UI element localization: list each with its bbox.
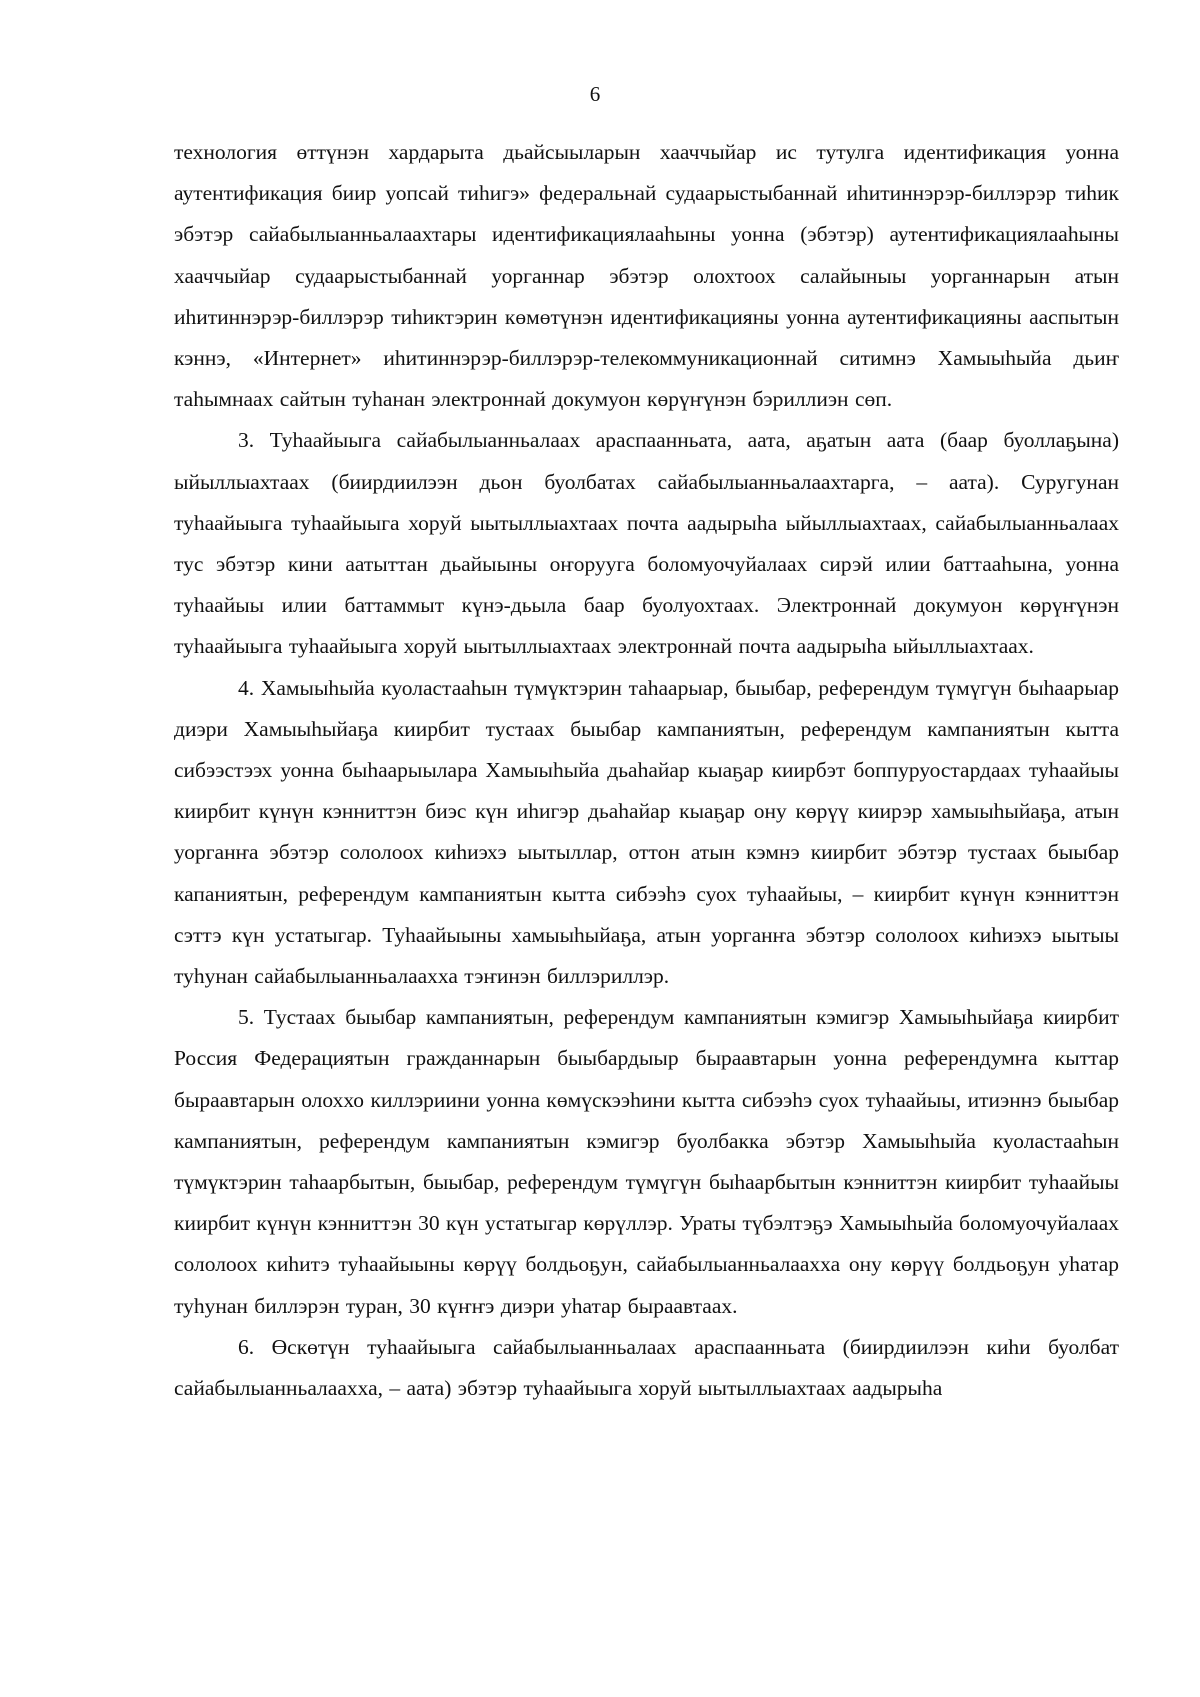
paragraph-item-6: 6. Өскөтүн туһаайыыга сайабылыанньалаах араспаанньата (биирдиилээн киһи буолбат сайабылыанньалаахха, – аата) эбэтэр туһаайыыга хоруй ыытыллыахтаах аадырыһа [174, 1334, 1119, 1401]
document-body [174, 132, 1119, 1409]
paragraph-item-4: 4. Хамыыһыйа куоластааһын түмүктэрин таһаарыар, быыбар, референдум түмүгүн быһаарыар диэри Хамыыһыйаҕа киирбит тустаах быыбар кампаниятын, референдум кампаниятын кытта сибээстээх уонна быһаарыылара Хамыыһыйа дьаһайар кыаҕар киирбэт боппуруостардаах туһаайыы киирбит күнүн кэнниттэн биэс күн иһигэр дьаһайар кыаҕар ону көрүү киирэр хамыыһыйаҕа, атын уорганҥа эбэтэр сололоох киһиэхэ ыытыллар, оттон атын кэмнэ киирбит эбэтэр тустаах быыбар капаниятын, референдум кампаниятын кытта сибээһэ суох туһаайыы, – киирбит күнүн кэнниттэн сэттэ күн устатыгар. Туһаайыыны хамыыһыйаҕа, атын уорганҥа эбэтэр сололоох киһиэхэ ыытыы туһунан сайабылыанньалаахха тэҥинэн биллэриллэр. [174, 675, 1119, 989]
page-number: 6 [589, 82, 601, 106]
paragraph-item-5: 5. Тустаах быыбар кампаниятын, референдум кампаниятын кэмигэр Хамыыһыйаҕа киирбит Россия Федерациятын гражданнарын быыбардыыр быраавтарын уонна референдумҥа кыттар быраавтарын олоххо киллэриини уонна көмүскээһини кытта сибээһэ суох туһаайыы, итиэннэ быыбар кампаниятын, референдум кампаниятын кэмигэр буолбакка эбэтэр Хамыыһыйа куоластааһын түмүктэрин таһаарбытын, быыбар, референдум түмүгүн быһаарбытын кэнниттэн киирбит туһаайыы киирбит күнүн кэнниттэн 30 күн устатыгар көрүллэр. Ураты түбэлтэҕэ Хамыыһыйа боломуочуйалаах сололоох киһитэ туһаайыыны көрүү болдьоҕун, сайабылыанньалаахха ону көрүү болдьоҕун уһатар туһунан биллэрэн туран, 30 күҥҥэ диэри уһатар быраавтаах. [174, 1005, 1120, 1318]
paragraph-continuation: технология өттүнэн хардарыта дьайсыыларын хааччыйар ис тутулга идентификация уонна аутентификация биир уопсай тиһигэ» федеральнай судаарыстыбаннай иһитиннэрэр-биллэрэр тиһик эбэтэр сайабылыанньалаахтары идентификациялааһыны уонна (эбэтэр) аутентификациялааһыны хааччыйар судаарыстыбаннай уорганнар эбэтэр олохтоох салайыныы уорганнарын атын иһитиннэрэр-биллэрэр тиһиктэрин көмөтүнэн идентификацияны уонна аутентификацияны ааспытын кэннэ, «Интернет» иһитиннэрэр-биллэрэр-телекоммуникационнай ситимнэ Хамыыһыйа дьиҥ таһымнаах сайтын туһанан электроннай докумуон көрүҥүнэн бэриллиэн сөп. [174, 140, 1119, 412]
paragraph-item-3: 3. Туһаайыыга сайабылыанньалаах араспаанньата, аата, аҕатын аата (баар буоллаҕына) ыйыллыахтаах (биирдиилээн дьон буолбатах сайабылыанньалаахтарга, – аата). Суругунан туһаайыыга туһаайыыга хоруй ыытыллыахтаах почта аадырыһа ыйыллыахтаах, сайабылыанньалаах тус эбэтэр кини аатыттан дьайыыны оҥорууга боломуочуйалаах сирэй илии баттааһына, уонна туһаайыы илии баттаммыт күнэ-дьыла баар буолуохтаах. Электроннай докумуон көрүҥүнэн туһаайыыга туһаайыыга хоруй ыытыллыахтаах электроннай почта аадырыһа ыйыллыахтаах. [174, 428, 1119, 659]
